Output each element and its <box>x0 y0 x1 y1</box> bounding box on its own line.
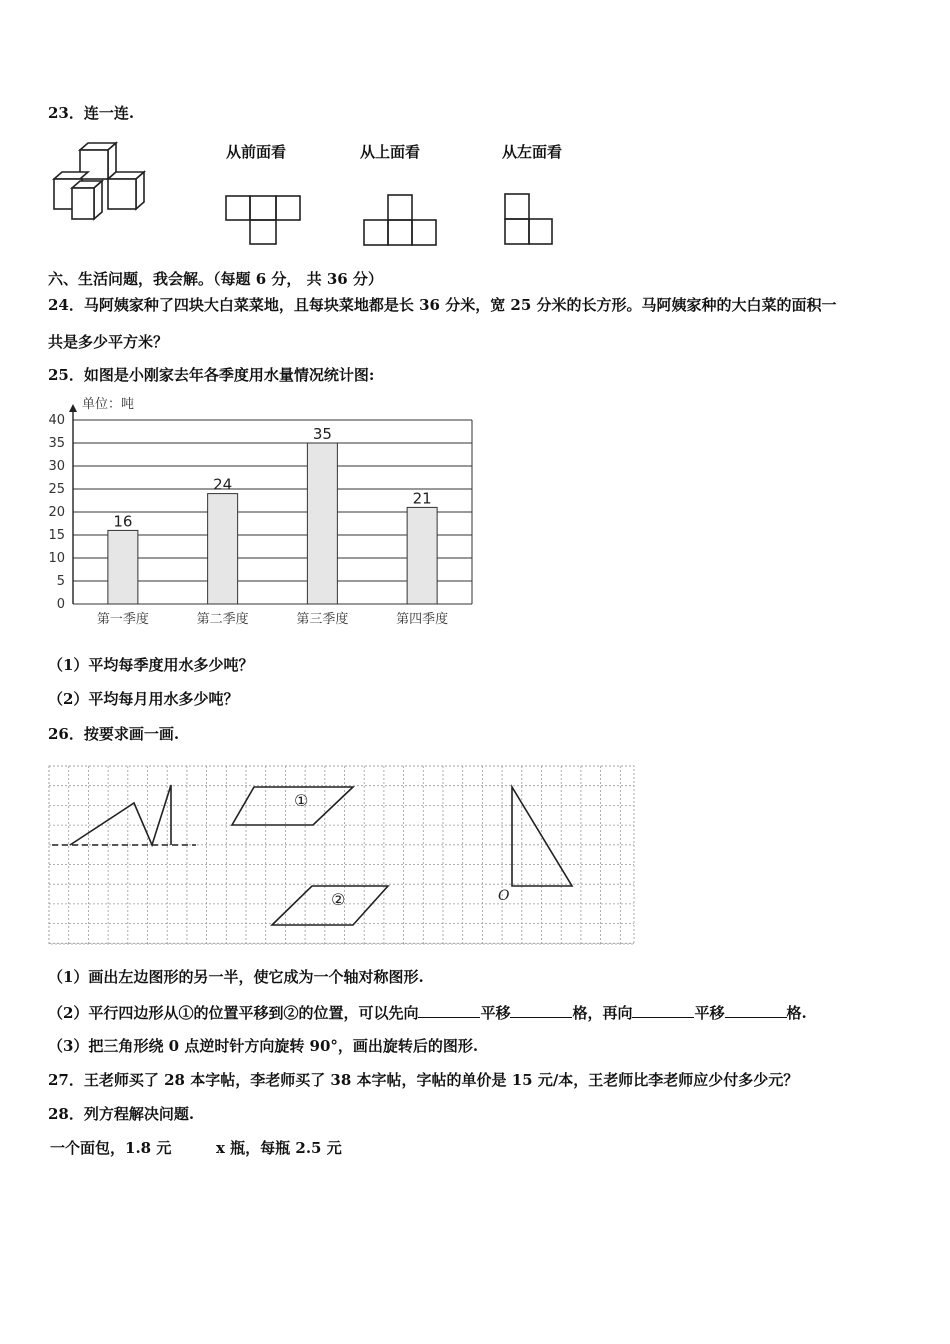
q26-sub2-part-d: 平移 <box>694 1004 725 1022</box>
q26-sub2-part-a: （2）平行四边形从①的位置平移到②的位置，可以先向 <box>48 1004 419 1022</box>
chart-y-axis-arrow <box>69 404 77 412</box>
chart-ytick-label: 0 <box>56 597 65 612</box>
chart-unit-label: 单位：吨 <box>82 397 135 412</box>
q26-sub2-part-e: 格. <box>786 1004 807 1022</box>
chart-category-label: 第四季度 <box>396 612 449 627</box>
q26-sub2-part-b: 平移 <box>480 1004 511 1022</box>
chart-bar-value-label: 16 <box>113 512 133 531</box>
chart-ytick-label: 20 <box>48 505 65 520</box>
view-shape-top <box>362 193 440 247</box>
parallelogram-1 <box>232 787 353 825</box>
q27-text: 27．王老师买了 28 本字帖，李老师买了 38 本字帖，字帖的单价是 15 元/本，王老师比李老师应少付多少元？ <box>48 1071 799 1089</box>
section-6-title: 六、生活问题，我会解。（每题 6 分， 共 36 分） <box>48 270 383 288</box>
q26-sub2 <box>48 1003 807 1022</box>
q23-title: 23．连一连. <box>48 104 135 122</box>
chart-ytick-label: 5 <box>56 574 65 589</box>
chart-ytick-label: 10 <box>48 551 65 566</box>
parallelogram-1-label: ① <box>294 791 309 810</box>
view-label-front: 从前面看 <box>226 143 287 161</box>
q26-sub3: （3）把三角形绕 0 点逆时针方向旋转 90°，画出旋转后的图形. <box>48 1037 479 1055</box>
answer-blank-steps-1[interactable] <box>510 1003 572 1018</box>
water-usage-bar-chart <box>40 392 480 632</box>
chart-bar <box>407 507 437 604</box>
answer-blank-direction-1[interactable] <box>418 1003 480 1018</box>
q26-sub2-part-c: 格，再向 <box>572 1004 633 1022</box>
q25-sub1: （1）平均每季度用水多少吨？ <box>48 656 254 674</box>
triangle <box>512 787 572 886</box>
q25-sub2: （2）平均每月用水多少吨？ <box>48 690 239 708</box>
chart-ytick-label: 30 <box>48 459 65 474</box>
cube-stack-figure <box>50 140 150 222</box>
chart-category-label: 第二季度 <box>196 612 249 627</box>
grid-drawing-area <box>48 765 638 947</box>
half-figure <box>70 785 171 845</box>
view-shape-front <box>224 192 328 246</box>
chart-bar <box>307 443 337 604</box>
chart-bar <box>108 530 138 604</box>
view-label-left: 从左面看 <box>502 143 563 161</box>
q24-line2: 共是多少平方米？ <box>48 333 169 351</box>
q26-title: 26．按要求画一画. <box>48 725 180 743</box>
view-label-top: 从上面看 <box>360 143 421 161</box>
chart-ytick-label: 40 <box>48 413 65 428</box>
q25-title: 25．如图是小刚家去年各季度用水量情况统计图: <box>48 366 375 384</box>
point-o-label: O <box>498 888 510 904</box>
answer-blank-steps-2[interactable] <box>725 1003 787 1018</box>
q28-title: 28．列方程解决问题. <box>48 1105 195 1123</box>
q28-bottles: x 瓶，每瓶 2.5 元 <box>216 1139 342 1157</box>
q28-bread: 一个面包，1.8 元 <box>50 1139 172 1157</box>
chart-ytick-label: 35 <box>48 436 65 451</box>
q24-line1: 24．马阿姨家种了四块大白菜菜地，且每块菜地都是长 36 分米，宽 25 分米的长方形。马阿姨家种的大白菜的面积一 <box>48 296 837 314</box>
chart-category-label: 第一季度 <box>96 612 149 627</box>
chart-ytick-label: 25 <box>48 482 65 497</box>
chart-bar-value-label: 35 <box>312 425 332 443</box>
chart-bar <box>208 494 238 604</box>
parallelogram-2-label: ② <box>331 890 346 909</box>
chart-category-label: 第三季度 <box>296 612 349 627</box>
q26-sub1: （1）画出左边图形的另一半，使它成为一个轴对称图形. <box>48 968 424 986</box>
chart-bar-value-label: 24 <box>213 475 233 494</box>
answer-blank-direction-2[interactable] <box>632 1003 694 1018</box>
parallelogram-2 <box>272 886 388 925</box>
view-shape-left <box>503 192 555 248</box>
chart-bar-value-label: 21 <box>412 489 432 508</box>
chart-ytick-label: 15 <box>48 528 65 543</box>
